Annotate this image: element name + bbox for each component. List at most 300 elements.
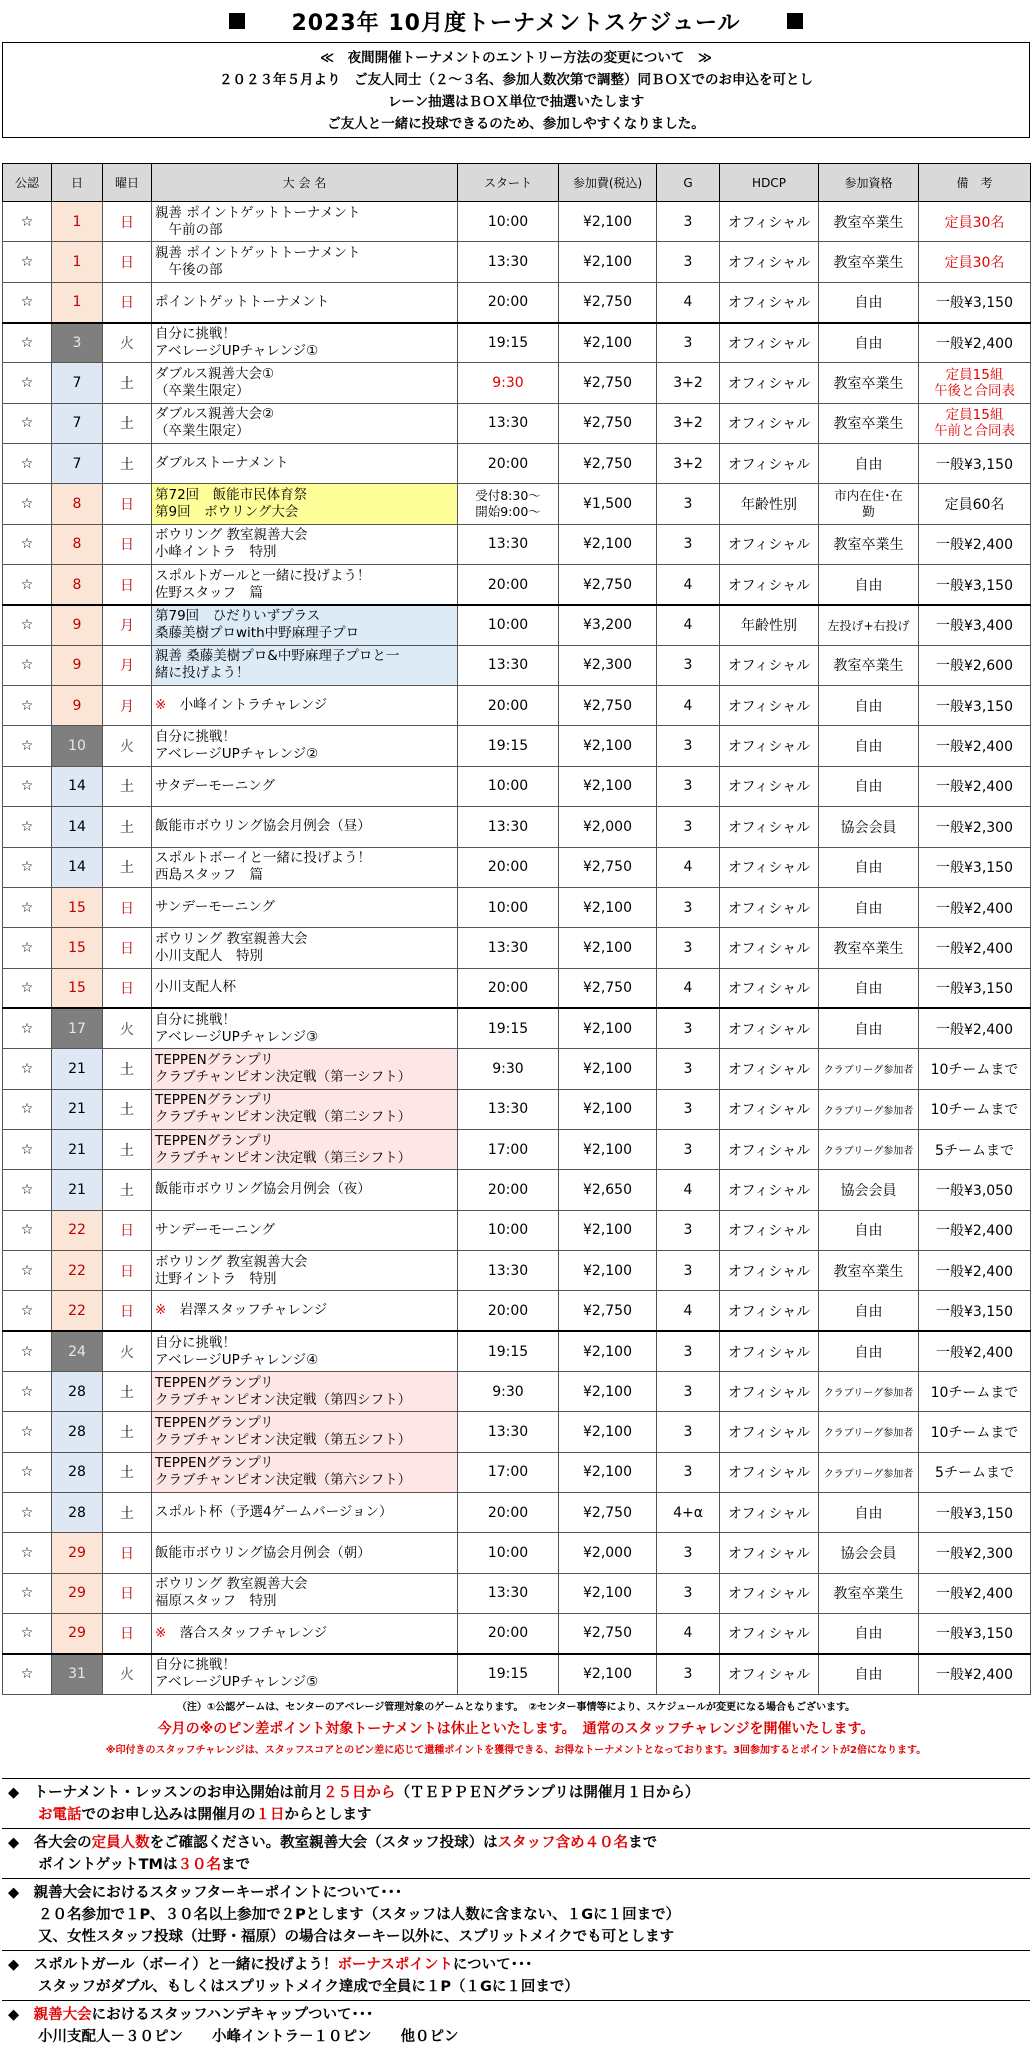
official-star: ☆	[3, 1614, 52, 1654]
day-cell: 8	[52, 565, 103, 605]
start-time-cell: 13:30	[458, 1089, 559, 1129]
games-cell: 3	[657, 1250, 720, 1290]
games-cell: 3	[657, 1049, 720, 1089]
games-cell: 4+α	[657, 1493, 720, 1533]
official-star: ☆	[3, 605, 52, 645]
entry-notice-box	[2, 42, 1030, 138]
eligibility-cell: 自由	[819, 1493, 919, 1533]
eligibility-cell: 自由	[819, 887, 919, 927]
fee-cell: ¥2,100	[559, 1210, 657, 1250]
remarks-cell: 一般¥2,400	[919, 524, 1031, 564]
event-name-cell	[152, 1412, 458, 1452]
event-name-line: ボウリング 教室親善大会	[155, 527, 308, 544]
info-line	[8, 1976, 1030, 1998]
eligibility-cell: 自由	[819, 444, 919, 484]
official-star: ☆	[3, 1291, 52, 1331]
event-name-line: ダブルス親善大会①	[155, 366, 275, 383]
reference-mark: ※	[155, 1302, 167, 1319]
event-name-line: 自分に挑戦！	[155, 325, 236, 342]
hdcp-cell: オフィシャル	[720, 1049, 819, 1089]
games-cell: 4	[657, 968, 720, 1008]
event-name-line: 飯能市ボウリング協会月例会（夜）	[155, 1181, 371, 1198]
info-text: ◆ トーナメント・レッスンのお申込開始は前月	[8, 1785, 323, 1801]
event-name-line: ボウリング 教室親善大会	[155, 930, 308, 947]
table-row	[3, 1210, 1031, 1250]
day-cell: 14	[52, 766, 103, 806]
info-text: ◆	[8, 2007, 34, 2023]
games-cell: 3	[657, 766, 720, 806]
start-time-cell: 13:30	[458, 928, 559, 968]
games-cell: 3	[657, 807, 720, 847]
fee-cell: ¥2,100	[559, 928, 657, 968]
weekday-cell: 土	[103, 363, 152, 403]
start-time-cell: 13:30	[458, 1573, 559, 1613]
official-star: ☆	[3, 807, 52, 847]
weekday-cell: 日	[103, 1210, 152, 1250]
table-header-row	[3, 164, 1031, 202]
day-cell: 31	[52, 1654, 103, 1694]
notice-line: ≪ 夜間開催トーナメントのエントリー方法の変更について ≫	[320, 50, 712, 66]
event-name-line: アベレージUPチャレンジ③	[155, 1028, 319, 1045]
day-cell: 14	[52, 807, 103, 847]
event-name-cell	[152, 1250, 458, 1290]
event-name-line: ※ 小峰イントラチャレンジ	[155, 697, 328, 714]
games-cell: 3	[657, 1452, 720, 1492]
hdcp-cell: オフィシャル	[720, 1371, 819, 1411]
remarks-line: 午前と合同表	[934, 423, 1015, 440]
table-row	[3, 726, 1031, 766]
event-name-line: クラブチャンピオン決定戦（第五シフト）	[155, 1431, 412, 1448]
eligibility-cell: クラブリーグ参加者	[819, 1452, 919, 1492]
hdcp-cell: オフィシャル	[720, 1412, 819, 1452]
start-time-cell: 20:00	[458, 686, 559, 726]
event-name-line: 親善 ポイントゲットトーナメント	[155, 204, 361, 221]
official-star: ☆	[3, 444, 52, 484]
event-name-cell	[152, 1371, 458, 1411]
start-time-cell: 17:00	[458, 1129, 559, 1169]
event-name-line: クラブチャンピオン決定戦（第三シフト）	[155, 1149, 412, 1166]
start-time-cell: 13:30	[458, 807, 559, 847]
day-cell: 9	[52, 645, 103, 685]
fee-cell: ¥2,100	[559, 1008, 657, 1048]
remarks-cell: 一般¥3,150	[919, 1291, 1031, 1331]
fee-cell: ¥2,100	[559, 1371, 657, 1411]
info-line	[8, 1926, 1030, 1948]
eligibility-cell: 自由	[819, 766, 919, 806]
fee-cell: ¥2,750	[559, 444, 657, 484]
staff-challenge-notice: ※印付きのスタッフチャレンジは、スタッフスコアとのピン差に応じて還種ポイントを獲得できる、お得なトーナメントとなっております。3回参加するとポイントが2倍になります。	[105, 1745, 927, 1756]
fee-cell: ¥2,750	[559, 565, 657, 605]
remarks-cell: 一般¥3,150	[919, 1493, 1031, 1533]
fee-cell: ¥2,750	[559, 1493, 657, 1533]
remarks-cell: 10チームまで	[919, 1049, 1031, 1089]
fee-cell: ¥2,100	[559, 323, 657, 363]
remarks-cell: 一般¥3,150	[919, 847, 1031, 887]
games-cell: 3+2	[657, 363, 720, 403]
event-name-line: 飯能市ボウリング協会月例会（昼）	[155, 818, 371, 835]
eligibility-cell: クラブリーグ参加者	[819, 1412, 919, 1452]
event-name-line: 親善 ポイントゲットトーナメント	[155, 245, 361, 262]
remarks-cell: 定員30名	[919, 202, 1031, 242]
day-cell: 21	[52, 1170, 103, 1210]
event-name-line: クラブチャンピオン決定戦（第一シフト）	[155, 1068, 412, 1085]
start-time-cell: 10:00	[458, 766, 559, 806]
table-row	[3, 363, 1031, 403]
games-cell: 3	[657, 1654, 720, 1694]
remarks-cell: 一般¥2,400	[919, 1250, 1031, 1290]
official-star: ☆	[3, 403, 52, 443]
table-row	[3, 1493, 1031, 1533]
games-cell: 3	[657, 1331, 720, 1371]
event-name-line: 小川支配人杯	[155, 979, 236, 996]
official-star: ☆	[3, 1331, 52, 1371]
fee-cell: ¥2,100	[559, 1331, 657, 1371]
remarks-cell: 一般¥3,150	[919, 686, 1031, 726]
hdcp-cell: オフィシャル	[720, 1250, 819, 1290]
info-text: まで	[628, 1835, 658, 1851]
weekday-cell: 日	[103, 1614, 152, 1654]
table-row	[3, 807, 1031, 847]
event-name-cell	[152, 323, 458, 363]
hdcp-cell: オフィシャル	[720, 363, 819, 403]
official-star: ☆	[3, 202, 52, 242]
table-row	[3, 847, 1031, 887]
eligibility-cell: 自由	[819, 565, 919, 605]
table-row	[3, 968, 1031, 1008]
start-time-cell: 13:30	[458, 403, 559, 443]
games-cell: 4	[657, 1291, 720, 1331]
day-cell: 7	[52, 444, 103, 484]
info-text: について･･･	[452, 1957, 533, 1973]
fee-cell: ¥2,100	[559, 887, 657, 927]
start-time-cell: 13:30	[458, 645, 559, 685]
event-name-cell	[152, 403, 458, 443]
title-text: 2023年 10月度トーナメントスケジュール	[291, 10, 741, 36]
weekday-cell: 火	[103, 1654, 152, 1694]
info-block	[2, 1879, 1030, 1951]
table-row	[3, 605, 1031, 645]
event-name-line: 飯能市ボウリング協会月例会（朝）	[155, 1544, 371, 1561]
event-name-line: 自分に挑戦！	[155, 1334, 236, 1351]
official-star: ☆	[3, 1210, 52, 1250]
start-time-cell: 13:30	[458, 524, 559, 564]
info-section	[2, 1778, 1030, 2044]
hdcp-cell: オフィシャル	[720, 1170, 819, 1210]
event-name-line: ダブルストーナメント	[155, 455, 289, 472]
weekday-cell: 土	[103, 403, 152, 443]
day-cell: 10	[52, 726, 103, 766]
table-row	[3, 1614, 1031, 1654]
remarks-cell: 10チームまで	[919, 1371, 1031, 1411]
remarks-cell: 一般¥3,150	[919, 1614, 1031, 1654]
info-block	[2, 1779, 1030, 1829]
pin-diff-suspension-notice: 今月の※のピン差ポイント対象トーナメントは休止といたします。 通常のスタッフチャレンジを開催いたします。	[157, 1721, 875, 1737]
games-cell: 3	[657, 1371, 720, 1411]
weekday-cell: 土	[103, 444, 152, 484]
table-row	[3, 686, 1031, 726]
start-time-cell: 20:00	[458, 847, 559, 887]
weekday-cell: 火	[103, 726, 152, 766]
info-text: （ＴＥＰＰＥＮグランプリは開催月１日から）	[395, 1785, 700, 1801]
official-star: ☆	[3, 363, 52, 403]
remarks-cell: 一般¥3,150	[919, 444, 1031, 484]
games-cell: 3	[657, 887, 720, 927]
info-text: におけるスタッフハンデキャップついて･･･	[91, 2007, 374, 2023]
highlight-text: 親善大会	[33, 2007, 92, 2023]
event-name-line: TEPPENグランプリ	[155, 1132, 274, 1149]
remarks-cell: 一般¥2,400	[919, 726, 1031, 766]
event-name-line: 自分に挑戦！	[155, 1657, 236, 1674]
eligibility-cell: 自由	[819, 1331, 919, 1371]
event-name-line: アベレージUPチャレンジ④	[155, 1351, 319, 1368]
table-row	[3, 323, 1031, 363]
eligibility-cell: 自由	[819, 1614, 919, 1654]
start-time-cell: 20:00	[458, 1614, 559, 1654]
notice-line: ご友人と一緒に投球できるのため、参加しやすくなりました。	[327, 116, 705, 132]
remarks-cell: 一般¥3,150	[919, 282, 1031, 322]
official-star: ☆	[3, 1250, 52, 1290]
eligibility-cell: 教室卒業生	[819, 403, 919, 443]
games-cell: 4	[657, 565, 720, 605]
games-cell: 3+2	[657, 444, 720, 484]
table-row	[3, 645, 1031, 685]
table-row	[3, 1654, 1031, 1694]
event-name-line: サタデーモーニング	[155, 777, 276, 794]
highlight-text: スタッフ含め４０名	[497, 1835, 629, 1851]
official-star: ☆	[3, 282, 52, 322]
event-name-line: 午後の部	[155, 262, 223, 279]
start-time-cell: 19:15	[458, 1008, 559, 1048]
eligibility-cell: クラブリーグ参加者	[819, 1049, 919, 1089]
event-name-line: クラブチャンピオン決定戦（第六シフト）	[155, 1472, 412, 1489]
games-cell: 4	[657, 686, 720, 726]
event-name-cell	[152, 565, 458, 605]
remarks-cell: 一般¥2,400	[919, 1331, 1031, 1371]
reference-mark: ※	[155, 1624, 167, 1641]
official-star: ☆	[3, 1654, 52, 1694]
games-cell: 4	[657, 1614, 720, 1654]
col-header-event-name: 大 会 名	[152, 164, 458, 202]
table-row	[3, 1008, 1031, 1048]
event-name-line: スポルトボーイと一緒に投げよう！	[155, 850, 371, 867]
fee-cell: ¥2,750	[559, 686, 657, 726]
eligibility-line: 勤	[862, 504, 875, 520]
fee-cell: ¥2,100	[559, 1452, 657, 1492]
table-row	[3, 928, 1031, 968]
event-name-line: 自分に挑戦！	[155, 1011, 236, 1028]
event-name-line: TEPPENグランプリ	[155, 1092, 274, 1109]
col-header-weekday: 曜日	[103, 164, 152, 202]
hdcp-cell: オフィシャル	[720, 968, 819, 1008]
table-row	[3, 524, 1031, 564]
weekday-cell: 日	[103, 242, 152, 282]
start-time-cell: 10:00	[458, 202, 559, 242]
event-name-line: ポイントゲットトーナメント	[155, 293, 330, 310]
start-time-cell	[458, 484, 559, 524]
col-header-remarks: 備 考	[919, 164, 1031, 202]
event-name-cell	[152, 1008, 458, 1048]
day-cell: 3	[52, 323, 103, 363]
weekday-cell: 月	[103, 686, 152, 726]
notice-line: レーン抽選はＢＯＸ単位で抽選いたします	[387, 94, 645, 110]
remarks-cell: 一般¥2,400	[919, 1210, 1031, 1250]
day-cell: 28	[52, 1371, 103, 1411]
eligibility-cell: 教室卒業生	[819, 202, 919, 242]
table-row	[3, 1170, 1031, 1210]
day-cell: 29	[52, 1533, 103, 1573]
official-star: ☆	[3, 1493, 52, 1533]
table-row	[3, 565, 1031, 605]
event-name-cell	[152, 1573, 458, 1613]
official-star: ☆	[3, 1573, 52, 1613]
square-bullet-icon	[229, 13, 245, 29]
start-time-cell: 13:30	[458, 242, 559, 282]
hdcp-cell: オフィシャル	[720, 847, 819, 887]
highlight-text: ３０名	[177, 1857, 221, 1873]
hdcp-cell: オフィシャル	[720, 766, 819, 806]
weekday-cell: 火	[103, 1331, 152, 1371]
games-cell: 3	[657, 1412, 720, 1452]
start-time-cell: 9:30	[458, 1371, 559, 1411]
remarks-cell: 一般¥2,400	[919, 887, 1031, 927]
event-name-line: TEPPENグランプリ	[155, 1455, 274, 1472]
games-cell: 3	[657, 524, 720, 564]
col-header-hdcp: HDCP	[720, 164, 819, 202]
event-name-line: サンデーモーニング	[155, 899, 276, 916]
event-name-line: 親善 桑藤美樹プロ&中野麻理子プロと一	[155, 648, 400, 665]
official-star: ☆	[3, 686, 52, 726]
event-name-cell	[152, 444, 458, 484]
info-text: 又、女性スタッフ投球（辻野・福原）の場合はターキー以外に、スプリットメイクでも可とします	[38, 1929, 675, 1945]
day-cell: 9	[52, 605, 103, 645]
hdcp-cell: オフィシャル	[720, 1008, 819, 1048]
fee-cell: ¥2,100	[559, 1654, 657, 1694]
official-star: ☆	[3, 726, 52, 766]
table-row	[3, 1573, 1031, 1613]
hdcp-cell: オフィシャル	[720, 1452, 819, 1492]
remarks-line: 午後と合同表	[934, 383, 1015, 400]
fee-cell: ¥2,750	[559, 403, 657, 443]
event-name-cell	[152, 605, 458, 645]
weekday-cell: 日	[103, 524, 152, 564]
event-name-line: ※ 岩澤スタッフチャレンジ	[155, 1302, 328, 1319]
weekday-cell: 火	[103, 323, 152, 363]
event-name-line: サンデーモーニング	[155, 1221, 276, 1238]
hdcp-cell: オフィシャル	[720, 242, 819, 282]
remarks-cell: 10チームまで	[919, 1412, 1031, 1452]
eligibility-cell: 教室卒業生	[819, 1250, 919, 1290]
event-name-line: ボウリング 教室親善大会	[155, 1576, 308, 1593]
fee-cell: ¥2,100	[559, 1089, 657, 1129]
start-time-cell: 9:30	[458, 363, 559, 403]
day-cell: 7	[52, 363, 103, 403]
event-name-cell	[152, 1129, 458, 1169]
event-name-cell	[152, 928, 458, 968]
hdcp-cell: オフィシャル	[720, 1654, 819, 1694]
eligibility-cell: 教室卒業生	[819, 524, 919, 564]
remarks-cell: 5チームまで	[919, 1129, 1031, 1169]
day-cell: 8	[52, 484, 103, 524]
fee-cell: ¥2,750	[559, 282, 657, 322]
table-row	[3, 1089, 1031, 1129]
info-text: ◆ 親善大会におけるスタッフターキーポイントについて･･･	[8, 1885, 403, 1901]
start-time-cell: 10:00	[458, 1533, 559, 1573]
hdcp-cell: オフィシャル	[720, 282, 819, 322]
hdcp-cell: オフィシャル	[720, 887, 819, 927]
weekday-cell: 土	[103, 807, 152, 847]
games-cell: 3	[657, 242, 720, 282]
day-cell: 21	[52, 1089, 103, 1129]
fee-cell: ¥2,100	[559, 1250, 657, 1290]
remarks-cell	[919, 363, 1031, 403]
hdcp-cell: オフィシャル	[720, 928, 819, 968]
remarks-cell: 一般¥2,600	[919, 645, 1031, 685]
start-time-cell: 19:15	[458, 1654, 559, 1694]
event-name-cell	[152, 807, 458, 847]
hdcp-cell: オフィシャル	[720, 403, 819, 443]
games-cell: 3	[657, 1573, 720, 1613]
games-cell: 3	[657, 202, 720, 242]
eligibility-cell: クラブリーグ参加者	[819, 1089, 919, 1129]
event-name-cell	[152, 1533, 458, 1573]
games-cell: 4	[657, 282, 720, 322]
table-row	[3, 1533, 1031, 1573]
hdcp-cell: オフィシャル	[720, 807, 819, 847]
table-row	[3, 1412, 1031, 1452]
remarks-cell: 一般¥3,150	[919, 968, 1031, 1008]
fee-cell: ¥2,000	[559, 1533, 657, 1573]
event-name-line: ダブルス親善大会②	[155, 406, 275, 423]
hdcp-cell: オフィシャル	[720, 1210, 819, 1250]
remarks-cell: 5チームまで	[919, 1452, 1031, 1492]
eligibility-cell: 協会会員	[819, 807, 919, 847]
day-cell: 14	[52, 847, 103, 887]
day-cell: 9	[52, 686, 103, 726]
fee-cell: ¥2,650	[559, 1170, 657, 1210]
official-star: ☆	[3, 1170, 52, 1210]
remarks-cell: 一般¥2,400	[919, 323, 1031, 363]
event-name-cell	[152, 1170, 458, 1210]
eligibility-cell: 協会会員	[819, 1170, 919, 1210]
event-name-cell	[152, 1049, 458, 1089]
event-name-cell	[152, 1614, 458, 1654]
fee-cell: ¥2,100	[559, 1412, 657, 1452]
eligibility-cell: 教室卒業生	[819, 645, 919, 685]
event-name-cell	[152, 1654, 458, 1694]
eligibility-cell: クラブリーグ参加者	[819, 1371, 919, 1411]
event-name-line: 桑藤美樹プロwith中野麻理子プロ	[155, 625, 360, 642]
footnote: （注）①公認ゲームは、センターのアベレージ管理対象のゲームとなります。 ②センター事情等により、スケジュールが変更になる場合もございます。	[176, 1702, 856, 1713]
table-row	[3, 282, 1031, 322]
day-cell: 15	[52, 968, 103, 1008]
eligibility-cell: 自由	[819, 1291, 919, 1331]
official-star: ☆	[3, 1452, 52, 1492]
info-text: ２０名参加で１P、３０名以上参加で２Pとします（スタッフは人数に含まない、１Gに１回まで）	[38, 1907, 681, 1923]
hdcp-cell: オフィシャル	[720, 686, 819, 726]
day-cell: 28	[52, 1493, 103, 1533]
square-bullet-icon	[787, 13, 803, 29]
eligibility-cell: 協会会員	[819, 1533, 919, 1573]
hdcp-cell: オフィシャル	[720, 565, 819, 605]
info-line	[8, 2004, 1030, 2026]
remarks-line: 定員15組	[945, 367, 1004, 384]
event-name-line: クラブチャンピオン決定戦（第二シフト）	[155, 1109, 412, 1126]
official-star: ☆	[3, 1089, 52, 1129]
start-time-cell: 20:00	[458, 1170, 559, 1210]
start-time-cell: 20:00	[458, 1291, 559, 1331]
event-name-cell	[152, 968, 458, 1008]
event-name-line: TEPPENグランプリ	[155, 1414, 274, 1431]
